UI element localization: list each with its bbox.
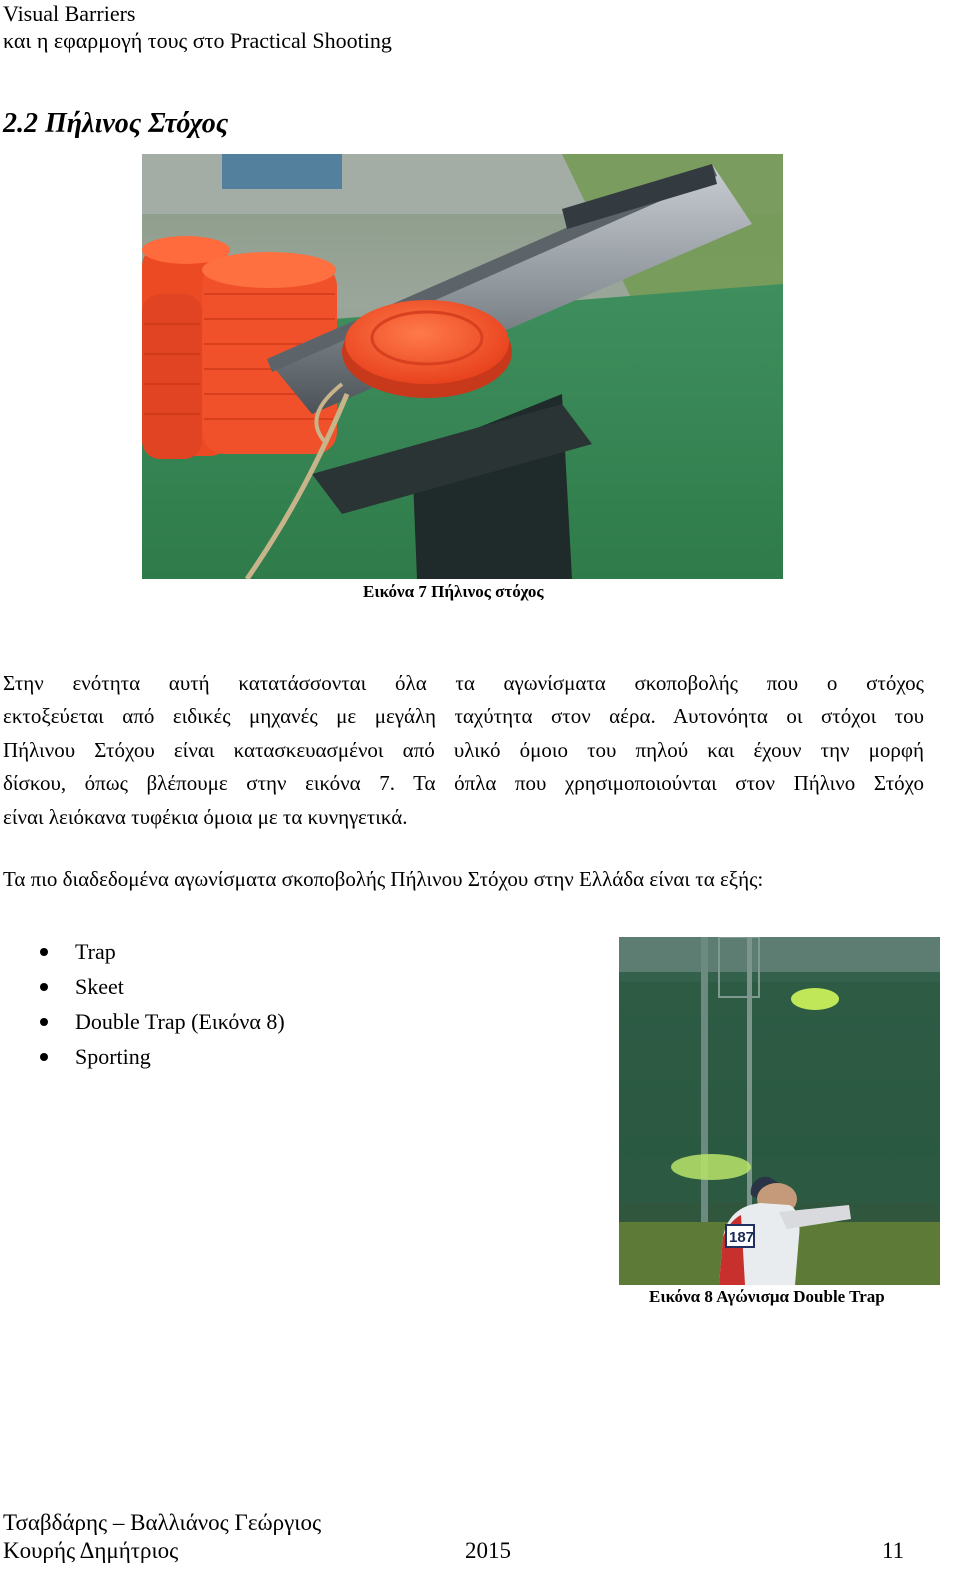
bullet-list — [40, 934, 285, 1074]
header-subtitle: και η εφαρμογή τους στο Practical Shooting — [3, 28, 392, 53]
list-item: Skeet — [40, 969, 285, 1004]
footer-authors-line2: Κουρής Δημήτριος — [3, 1538, 179, 1563]
bullet-icon — [40, 1018, 48, 1026]
paragraph-1-line: Στην ενότητα αυτή κατατάσσονται όλα τα αγωνίσματα σκοποβολής που ο στόχος — [3, 671, 924, 695]
figure-7-caption: Εικόνα 7 Πήλινος στόχος — [363, 582, 544, 601]
bullet-icon — [40, 948, 48, 956]
list-item: Sporting — [40, 1039, 285, 1074]
section-title: 2.2 Πήλινος Στόχος — [3, 108, 229, 139]
figure-8-image — [619, 937, 940, 1285]
figure-7-image — [142, 154, 783, 579]
bullet-icon — [40, 983, 48, 991]
list-item: Trap — [40, 934, 285, 969]
list-item: Double Trap (Εικόνα 8) — [40, 1004, 285, 1039]
paragraph-1-line: δίσκου, όπως βλέπουμε στην εικόνα 7. Τα όπλα που χρησιμοποιούνται στον Πήλινο Στόχο — [3, 771, 924, 796]
page-number: 11 — [882, 1538, 905, 1563]
figure-8-caption: Εικόνα 8 Αγώνισμα Double Trap — [649, 1287, 885, 1306]
footer-authors-line1: Τσαβδάρης – Βαλλιάνος Γεώργιος — [3, 1510, 322, 1535]
bullet-icon — [40, 1053, 48, 1061]
paragraph-1-line: Πήλινου Στόχου είναι κατασκευασμένοι από υλικό όμοιο του πηλού και έχουν την μορφή — [3, 737, 924, 762]
paragraph-2: Τα πιο διαδεδομένα αγωνίσματα σκοποβολής Πήλινου Στόχου στην Ελλάδα είναι τα εξής: — [3, 867, 764, 891]
footer-year: 2015 — [465, 1538, 511, 1563]
shooter-bib-number: 187 — [729, 1229, 755, 1246]
header-title: Visual Barriers — [3, 1, 136, 26]
paragraph-1-line: είναι λειόκανα τυφέκια όμοια με τα κυνηγετικά. — [3, 804, 408, 829]
paragraph-1 — [3, 667, 924, 834]
paragraph-1-line: εκτοξεύεται από ειδικές μηχανές με μεγάλη ταχύτητα στον αέρα. Αυτονόητα οι στόχοι του — [3, 704, 924, 729]
